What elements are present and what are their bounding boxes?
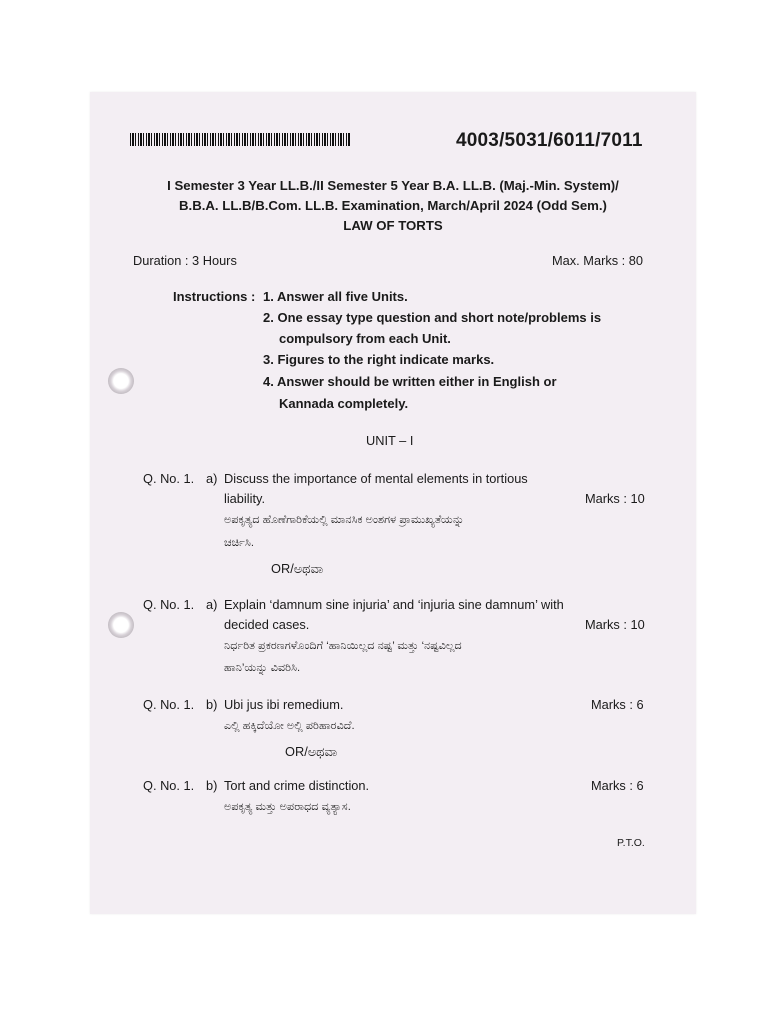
question-text: liability. <box>224 491 266 506</box>
question-marks: Marks : 10 <box>585 617 645 632</box>
or-divider: OR/ಅಥವಾ <box>271 561 324 576</box>
instruction-item: Kannada completely. <box>279 396 409 411</box>
pto-label: P.T.O. <box>617 837 645 849</box>
question-kannada: ಚರ್ಚಿಸಿ. <box>224 537 255 549</box>
instruction-item: 4. Answer should be written either in English or <box>263 374 557 389</box>
question-number: Q. No. 1. <box>143 697 195 712</box>
question-marks: Marks : 6 <box>591 697 644 712</box>
question-part: b) <box>206 697 218 712</box>
max-marks: Max. Marks : 80 <box>552 253 644 268</box>
question-text: Ubi jus ibi remedium. <box>224 697 344 712</box>
question-part: a) <box>206 471 218 486</box>
question-number: Q. No. 1. <box>143 471 195 486</box>
punch-hole <box>108 368 134 394</box>
instruction-item: compulsory from each Unit. <box>279 331 451 346</box>
question-text: Tort and crime distinction. <box>224 778 370 793</box>
paper-code: 4003/5031/6011/7011 <box>456 130 643 151</box>
unit-heading: UNIT – I <box>366 433 414 448</box>
question-marks: Marks : 6 <box>591 778 644 793</box>
punch-hole <box>108 612 134 638</box>
question-number: Q. No. 1. <box>143 778 195 793</box>
question-marks: Marks : 10 <box>585 491 645 506</box>
question-part: b) <box>206 778 218 793</box>
question-text: Explain ‘damnum sine injuria’ and ‘injuria sine damnum’ with <box>224 597 564 612</box>
subject-title: LAW OF TORTS <box>343 218 443 233</box>
exam-title-line1: I Semester 3 Year LL.B./II Semester 5 Year B.A. LL.B. (Maj.-Min. System)/ <box>167 178 619 193</box>
question-kannada: ಹಾನಿ’ಯನ್ನು ವಿವರಿಸಿ. <box>224 662 301 674</box>
question-text: decided cases. <box>224 617 310 632</box>
or-divider: OR/ಅಥವಾ <box>285 744 338 759</box>
question-kannada: ಎಲ್ಲಿ ಹಕ್ಕಿದೆಯೋ ಅಲ್ಲಿ ಪರಿಹಾರವಿದೆ. <box>224 720 355 732</box>
question-number: Q. No. 1. <box>143 597 195 612</box>
question-kannada: ಅಪಕೃತ್ಯ ಮತ್ತು ಅಪರಾಧದ ವ್ಯತ್ಯಾಸ. <box>224 801 351 813</box>
question-part: a) <box>206 597 218 612</box>
barcode <box>130 133 350 146</box>
question-kannada: ನಿರ್ಧರಿತ ಪ್ರಕರಣಗಳೊಂದಿಗೆ ‘ಹಾನಿಯಿಲ್ಲದ ನಷ್ಟ’ ಮತ್ತು ‘ನಷ್ಟವಿಲ್ಲದ <box>224 640 462 652</box>
exam-title-line2: B.B.A. LL.B/B.Com. LL.B. Examination, March/April 2024 (Odd Sem.) <box>179 198 607 213</box>
instructions-label: Instructions : <box>173 289 256 304</box>
instruction-item: 1. Answer all five Units. <box>263 289 408 304</box>
question-text: Discuss the importance of mental elements in tortious <box>224 471 528 486</box>
duration: Duration : 3 Hours <box>133 253 237 268</box>
instruction-item: 2. One essay type question and short note/problems is <box>263 310 602 325</box>
instruction-item: 3. Figures to the right indicate marks. <box>263 352 495 367</box>
question-kannada: ಅಪಕೃತ್ಯದ ಹೊಣೆಗಾರಿಕೆಯಲ್ಲಿ ಮಾನಸಿಕ ಅಂಶಗಳ ಪ್ರಾಮುಖ್ಯತೆಯನ್ನು <box>224 514 465 526</box>
